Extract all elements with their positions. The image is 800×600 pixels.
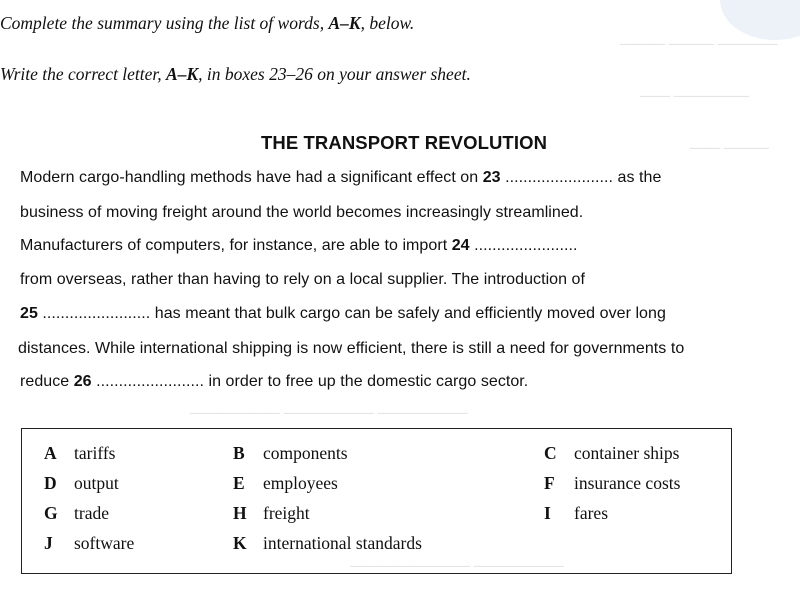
bleed-through-text: ——— ——: [690, 140, 769, 156]
option-letter: F: [544, 473, 555, 493]
option-word: employees: [263, 473, 338, 493]
option-letter: K: [233, 533, 247, 553]
option-word: components: [263, 443, 348, 463]
option-item: [44, 533, 134, 554]
instruction-range: A–K: [166, 64, 199, 84]
option-letter: D: [44, 473, 57, 493]
instruction-text: , in boxes 23–26 on your answer sheet.: [198, 64, 471, 84]
instruction-line-1: [0, 13, 414, 34]
option-word: fares: [574, 503, 609, 523]
summary-line: [20, 305, 666, 323]
answer-gap: ........................ as the: [500, 169, 662, 186]
option-letter: G: [44, 503, 58, 523]
option-item: [233, 533, 422, 554]
summary-line: [18, 340, 684, 358]
question-number: 26: [73, 373, 92, 390]
answer-gap: ........................ has meant that bulk cargo can be safely and efficiently moved over long: [37, 305, 666, 322]
option-item: [233, 473, 338, 494]
summary-line: [20, 237, 578, 255]
option-item: [44, 473, 119, 494]
option-item: [233, 443, 348, 464]
option-letter: A: [44, 443, 57, 463]
instruction-text: , below.: [360, 13, 415, 33]
instruction-text: Write the correct letter,: [0, 64, 167, 84]
summary-line: [20, 271, 585, 289]
bleed-through-text: ———— ——— ———: [620, 36, 778, 52]
option-item: [44, 503, 109, 524]
summary-text: Manufacturers of computers, for instance, are able to import: [20, 237, 452, 254]
answer-gap: .......................: [469, 237, 578, 254]
answer-gap: ........................ in order to free up the domestic cargo sector.: [91, 373, 529, 390]
option-item: [544, 503, 608, 524]
option-letter: C: [544, 443, 557, 463]
option-item: [233, 503, 310, 524]
question-number: 24: [451, 237, 470, 254]
option-item: [544, 473, 680, 494]
option-word: container ships: [574, 443, 680, 463]
summary-line: [20, 169, 661, 187]
instruction-range: A–K: [328, 13, 361, 33]
summary-text: reduce: [20, 373, 74, 390]
option-item: [544, 443, 679, 464]
option-letter: J: [44, 533, 53, 553]
bleed-through-text: —————— ————————: [350, 558, 564, 574]
option-word: software: [74, 533, 135, 553]
summary-text: distances. While international shipping is now efficient, there is still a need for governments to: [18, 340, 685, 357]
summary-text: business of moving freight around the world becomes increasingly streamlined.: [20, 204, 584, 221]
option-word: insurance costs: [574, 473, 681, 493]
question-number: 25: [20, 305, 38, 322]
bleed-through-text: —————— —————— ——————: [190, 405, 468, 421]
summary-text: from overseas, rather than having to rely on a local supplier. The introduction of: [20, 271, 586, 288]
instruction-line-2: [0, 64, 471, 85]
option-letter: I: [544, 503, 551, 523]
question-number: 23: [482, 169, 501, 186]
word-list-box: [21, 428, 732, 574]
option-item: [44, 443, 115, 464]
option-letter: E: [233, 473, 245, 493]
option-word: output: [74, 473, 119, 493]
option-word: tariffs: [74, 443, 116, 463]
page-corner-shadow: [720, 0, 800, 40]
bleed-through-text: ————— ——: [640, 88, 749, 104]
option-word: freight: [263, 503, 310, 523]
option-letter: B: [233, 443, 245, 463]
summary-line: [20, 373, 528, 391]
option-letter: H: [233, 503, 247, 523]
summary-text: Modern cargo-handling methods have had a significant effect on: [20, 169, 483, 186]
option-word: international standards: [263, 533, 422, 553]
option-word: trade: [74, 503, 109, 523]
instruction-text: Complete the summary using the list of words,: [0, 13, 329, 33]
summary-title: THE TRANSPORT REVOLUTION: [260, 132, 548, 153]
summary-line: [20, 204, 583, 222]
